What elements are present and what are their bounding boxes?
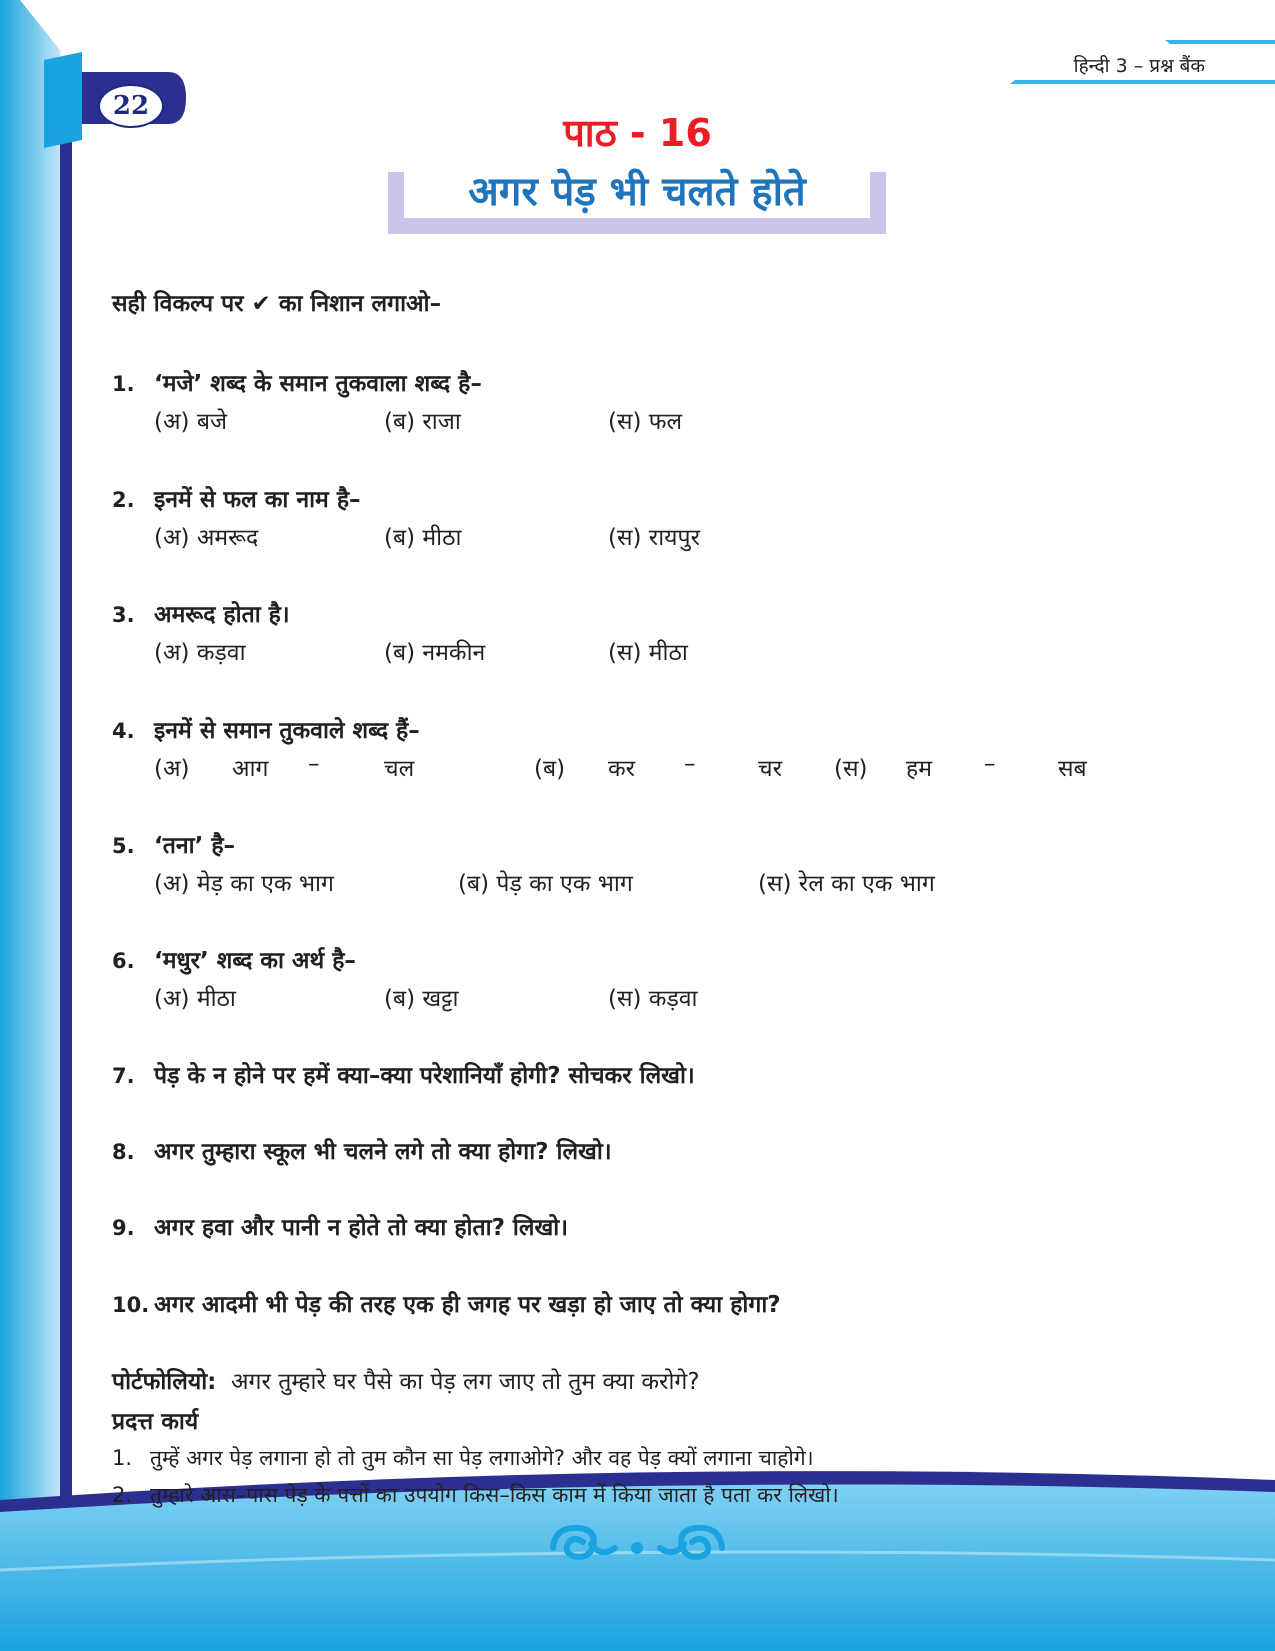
question-text: इनमें से फल का नाम है–	[154, 487, 361, 513]
question-text: ‘मधुर’ शब्द का अर्थ है–	[154, 948, 356, 974]
option-a[interactable]: (अ) मीठा	[154, 986, 236, 1012]
option-c[interactable]: (स) फल	[608, 409, 683, 435]
option-b[interactable]: (ब) नमकीन	[384, 640, 486, 666]
pair-c-label[interactable]: (स)	[834, 756, 868, 782]
pair-b-label[interactable]: (ब)	[534, 756, 566, 782]
question-3	[112, 597, 290, 629]
option-a[interactable]: (अ) मेड़ का एक भाग	[154, 871, 334, 897]
option-c[interactable]: (स) मीठा	[608, 640, 688, 666]
question-text: अमरूद होता है।	[154, 602, 290, 628]
ornament-logo	[545, 1518, 730, 1568]
pair-a-dash: –	[308, 751, 320, 777]
assignment-text: तुम्हारे आस–पास पेड़ के पत्तों का उपयोग किस–किस काम में किया जाता है पता कर लिखो।	[150, 1483, 839, 1507]
question-text: ‘मजे’ शब्द के समान तुकवाला शब्द है–	[154, 371, 482, 397]
lesson-title: अगर पेड़ भी चलते होते	[468, 169, 806, 215]
left-band	[0, 0, 60, 1500]
pair-c-dash: –	[984, 751, 996, 777]
book-label: हिन्दी 3 – प्रश्न बैंक	[1073, 55, 1205, 77]
assignment-heading: प्रदत्त कार्य	[112, 1409, 199, 1435]
question-2	[112, 482, 361, 514]
pair-a-label[interactable]: (अ)	[154, 756, 190, 782]
question-number: 1.	[112, 372, 135, 396]
pair-a-word-2: चल	[384, 756, 415, 782]
question-1	[112, 366, 482, 398]
lesson-number: पाठ - 16	[563, 111, 712, 155]
question-8	[112, 1134, 612, 1166]
option-b[interactable]: (ब) राजा	[384, 409, 461, 435]
pair-c-word-2: सब	[1058, 756, 1087, 782]
header-rule	[1010, 80, 1275, 84]
question-text: इनमें से समान तुकवाले शब्द हैं–	[154, 718, 420, 744]
option-b[interactable]: (ब) पेड़ का एक भाग	[458, 871, 633, 897]
portfolio	[112, 1364, 700, 1396]
pair-b-word-2: चर	[758, 756, 783, 782]
option-b[interactable]: (ब) मीठा	[384, 525, 462, 551]
question-7	[112, 1058, 695, 1090]
portfolio-text: अगर तुम्हारे घर पैसे का पेड़ लग जाए तो तुम क्या करोगे?	[230, 1369, 700, 1395]
navy-rule	[60, 60, 72, 1500]
option-a[interactable]: (अ) बजे	[154, 409, 228, 435]
option-c[interactable]: (स) कड़वा	[608, 986, 698, 1012]
instruction: सही विकल्प पर ✔ का निशान लगाओ–	[112, 291, 442, 317]
question-number: 10.	[112, 1293, 150, 1317]
option-c[interactable]: (स) रेल का एक भाग	[758, 871, 935, 897]
header-rule-top	[1165, 40, 1275, 44]
question-9	[112, 1210, 568, 1242]
page-number: 22	[98, 84, 164, 128]
question-number: 6.	[112, 949, 135, 973]
pair-b-dash: –	[684, 751, 696, 777]
question-text: अगर आदमी भी पेड़ की तरह एक ही जगह पर खड़ा हो जाए तो क्या होगा?	[154, 1292, 781, 1318]
question-10	[112, 1287, 781, 1319]
question-text: ‘तना’ है–	[154, 833, 236, 859]
pair-c-word-1: हम	[906, 756, 932, 782]
assignment-item-1	[112, 1444, 814, 1472]
question-5	[112, 828, 235, 860]
assignment-number: 1.	[112, 1446, 133, 1470]
option-a[interactable]: (अ) कड़वा	[154, 640, 246, 666]
option-c[interactable]: (स) रायपुर	[608, 525, 700, 551]
question-number: 8.	[112, 1140, 135, 1164]
option-a[interactable]: (अ) अमरूद	[154, 525, 259, 551]
question-number: 9.	[112, 1216, 135, 1240]
option-b[interactable]: (ब) खट्टा	[384, 986, 459, 1012]
question-4	[112, 713, 420, 745]
question-text: अगर हवा और पानी न होते तो क्या होता? लिखो।	[154, 1215, 568, 1241]
pair-b-word-1: कर	[608, 756, 636, 782]
question-number: 4.	[112, 719, 135, 743]
assignment-text: तुम्हें अगर पेड़ लगाना हो तो तुम कौन सा पेड़ लगाओगे? और वह पेड़ क्यों लगाना चाहोगे।	[150, 1446, 814, 1470]
assignment-number: 2.	[112, 1483, 133, 1507]
pair-a-word-1: आग	[232, 756, 269, 782]
portfolio-label: पोर्टफोलियो:	[112, 1369, 217, 1395]
question-text: पेड़ के न होने पर हमें क्या–क्या परेशानियाँ होगी? सोचकर लिखो।	[154, 1063, 695, 1089]
question-number: 2.	[112, 488, 135, 512]
question-number: 3.	[112, 603, 135, 627]
question-6	[112, 943, 356, 975]
question-number: 7.	[112, 1064, 135, 1088]
assignment-item-2	[112, 1481, 839, 1509]
question-text: अगर तुम्हारा स्कूल भी चलने लगे तो क्या होगा? लिखो।	[154, 1139, 612, 1165]
question-number: 5.	[112, 834, 135, 858]
